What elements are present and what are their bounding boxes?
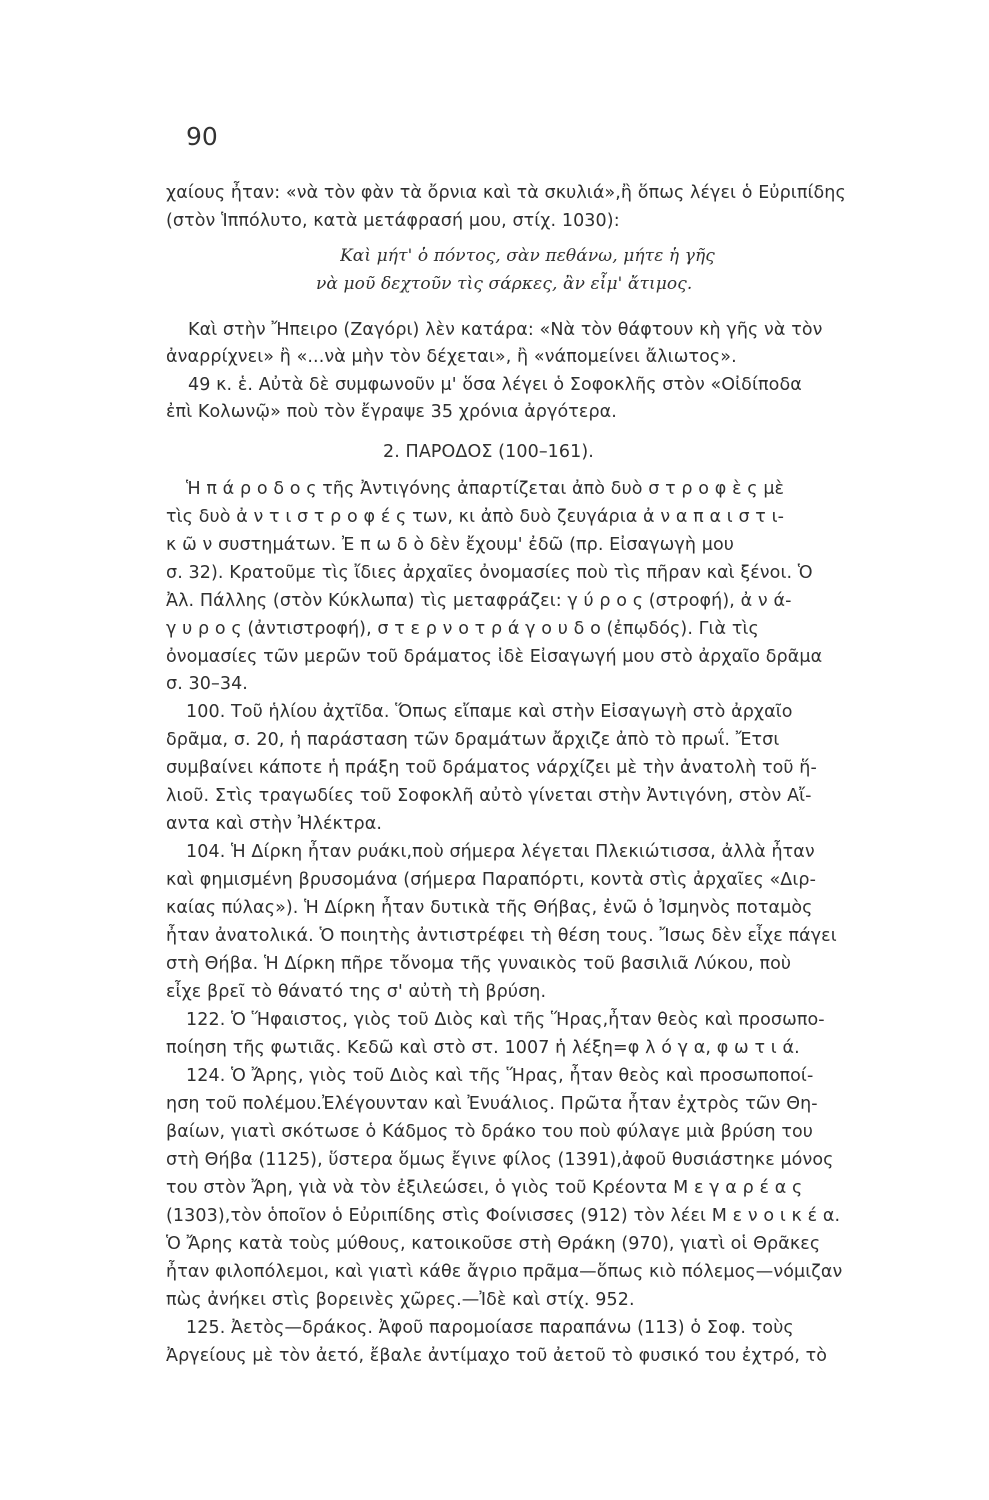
text-line: του στὸν Ἄρη, γιὰ νὰ τὸν ἐξιλεώσει, ὁ γιὸς τοῦ Κρέοντα Μ ε γ α ρ έ α ς <box>166 1178 803 1198</box>
text-line: 49 κ. ἑ. Αὐτὰ δὲ συμφωνοῦν μ' ὅσα λέγει ὁ Σοφοκλῆς στὸν «Οἰδίποδα <box>188 375 802 395</box>
text-line: ἐπὶ Κολωνῷ» ποὺ τὸν ἔγραψε 35 χρόνια ἀργότερα. <box>166 402 617 422</box>
section-heading: 2. ΠΑΡΟΔΟΣ (100–161). <box>383 442 594 462</box>
text-line: 100. Τοῦ ἡλίου ἀχτῖδα. Ὅπως εἴπαμε καὶ στὴν Εἰσαγωγὴ στὸ ἀρχαῖο <box>186 702 793 722</box>
text-line: σ. 32). Κρατοῦμε τὶς ἴδιες ἀρχαῖες ὀνομασίες ποὺ τὶς πῆραν καὶ ξένοι. Ὁ <box>166 563 813 583</box>
text-line: στὴ Θήβα (1125), ὕστερα ὅμως ἔγινε φίλος (1391),ἀφοῦ θυσιάστηκε μόνος <box>166 1150 834 1170</box>
text-line: Ὁ Ἄρης κατὰ τοὺς μύθους, κατοικοῦσε στὴ Θράκη (970), γιατὶ οἱ Θρᾶκες <box>166 1234 821 1254</box>
text-line: δρᾶμα, σ. 20, ἡ παράσταση τῶν δραμάτων ἄρχιζε ἀπὸ τὸ πρωΐ. Ἔτσι <box>166 730 780 750</box>
text-line: ἀναρρίχνει» ἢ «...νὰ μὴν τὸν δέχεται», ἢ «νάπομείνει ἄλιωτος». <box>166 347 737 367</box>
text-line: 124. Ὁ Ἄρης, γιὸς τοῦ Διὸς καὶ τῆς Ἥρας, ἦταν θεὸς καὶ προσωποποί- <box>186 1066 814 1086</box>
text-line: καίας πύλας»). Ἡ Δίρκη ἦταν δυτικὰ τῆς Θήβας, ἐνῶ ὁ Ἰσμηνὸς ποταμὸς <box>166 898 813 918</box>
text-line: ὀνομασίες τῶν μερῶν τοῦ δράματος ἰδὲ Εἰσαγωγή μου στὸ ἀρχαῖο δρᾶμα <box>166 647 823 667</box>
text-line: χαίους ἦταν: «νὰ τὸν φὰν τὰ ὄρνια καὶ τὰ σκυλιά»,ἢ ὅπως λέγει ὁ Εὐριπίδης <box>166 183 846 203</box>
text-line: ηση τοῦ πολέμου.Ἐλέγουνταν καὶ Ἐνυάλιος. Πρῶτα ἦταν ἐχτρὸς τῶν Θη- <box>166 1094 818 1114</box>
text-line: βαίων, γιατὶ σκότωσε ὁ Κάδμος τὸ δράκο του ποὺ φύλαγε μιὰ βρύση του <box>166 1122 814 1142</box>
text-line: Ἀργείους μὲ τὸν ἀετό, ἔβαλε ἀντίμαχο τοῦ ἀετοῦ τὸ φυσικό του ἐχτρό, τὸ <box>166 1346 828 1366</box>
text-line: στὴ Θήβα. Ἡ Δίρκη πῆρε τὄνομα τῆς γυναικὸς τοῦ βασιλιᾶ Λύκου, ποὺ <box>166 954 792 974</box>
text-line: (1303),τὸν ὁποῖον ὁ Εὐριπίδης στὶς Φοίνισσες (912) τὸν λέει Μ ε ν ο ι κ έ α. <box>166 1206 841 1226</box>
text-line: (στὸν Ἱππόλυτο, κατὰ μετάφρασή μου, στίχ. 1030): <box>166 211 620 231</box>
quote-line: Καὶ μήτ' ὁ πόντος, σὰν πεθάνω, μήτε ἡ γῆς <box>340 246 715 266</box>
text-line: 122. Ὁ Ἥφαιστος, γιὸς τοῦ Διὸς καὶ τῆς Ἥρας,ἦταν θεὸς καὶ προσωπο- <box>186 1010 825 1030</box>
text-line: σ. 30–34. <box>166 674 248 694</box>
text-line: γ υ ρ ο ς (ἀντιστροφή), σ τ ε ρ ν ο τ ρ ά γ ο υ δ ο (ἐπῳδός). Γιὰ τὶς <box>166 619 759 639</box>
text-line: 104. Ἡ Δίρκη ἦταν ρυάκι,ποὺ σήμερα λέγεται Πλεκιώτισσα, ἀλλὰ ἦταν <box>186 842 815 862</box>
page-number: 90 <box>186 122 218 151</box>
text-line: Ἀλ. Πάλλης (στὸν Κύκλωπα) τὶς μεταφράζει: γ ύ ρ ο ς (στροφή), ἀ ν ά- <box>166 591 792 611</box>
text-line: Ἡ π ά ρ ο δ ο ς τῆς Ἀντιγόνης ἀπαρτίζεται ἀπὸ δυὸ σ τ ρ ο φ ὲ ς μὲ <box>186 479 785 499</box>
text-line: καὶ φημισμένη βρυσομάνα (σήμερα Παραπόρτι, κοντὰ στὶς ἀρχαῖες «Διρ- <box>166 870 817 890</box>
text-line: λιοῦ. Στὶς τραγωδίες τοῦ Σοφοκλῆ αὐτὸ γίνεται στὴν Ἀντιγόνη, στὸν Αἴ- <box>166 786 812 806</box>
text-line: ποίηση τῆς φωτιᾶς. Κεδῶ καὶ στὸ στ. 1007 ἡ λέξη=φ λ ό γ α, φ ω τ ι ά. <box>166 1038 800 1058</box>
text-line: πὼς ἀνήκει στὶς βορεινὲς χῶρες.—Ἰδὲ καὶ στίχ. 952. <box>166 1290 635 1310</box>
text-line: συμβαίνει κάποτε ἡ πράξη τοῦ δράματος νάρχίζει μὲ τὴν ἀνατολὴ τοῦ ἥ- <box>166 758 817 778</box>
text-line: 125. Ἀετὸς—δράκος. Ἀφοῦ παρομοίασε παραπάνω (113) ὁ Σοφ. τοὺς <box>186 1318 794 1338</box>
text-line: κ ῶ ν συστημάτων. Ἐ π ω δ ὸ δὲν ἔχουμ' ἐδῶ (πρ. Εἰσαγωγὴ μου <box>166 535 734 555</box>
text-line: τὶς δυὸ ἀ ν τ ι σ τ ρ ο φ έ ς των, κι ἀπὸ δυὸ ζευγάρια ἀ ν α π α ι σ τ ι- <box>166 507 785 527</box>
text-line: ἦταν φιλοπόλεμοι, καὶ γιατὶ κάθε ἄγριο πρᾶμα—ὅπως κιὸ πόλεμος—νόμιζαν <box>166 1262 843 1282</box>
text-line: εἶχε βρεῖ τὸ θάνατό της σ' αὐτὴ τὴ βρύση. <box>166 982 547 1002</box>
text-line: ἦταν ἀνατολικά. Ὁ ποιητὴς ἀντιστρέφει τὴ θέση τους. Ἴσως δὲν εἶχε πάγει <box>166 926 837 946</box>
quote-line: νὰ μοῦ δεχτοῦν τὶς σάρκες, ἂν εἶμ' ἄτιμος. <box>316 274 693 294</box>
text-line: Καὶ στὴν Ἤπειρο (Ζαγόρι) λὲν κατάρα: «Νὰ τὸν θάφτουν κὴ γῆς νὰ τὸν <box>188 320 823 340</box>
text-line: αντα καὶ στὴν Ἠλέκτρα. <box>166 814 383 834</box>
